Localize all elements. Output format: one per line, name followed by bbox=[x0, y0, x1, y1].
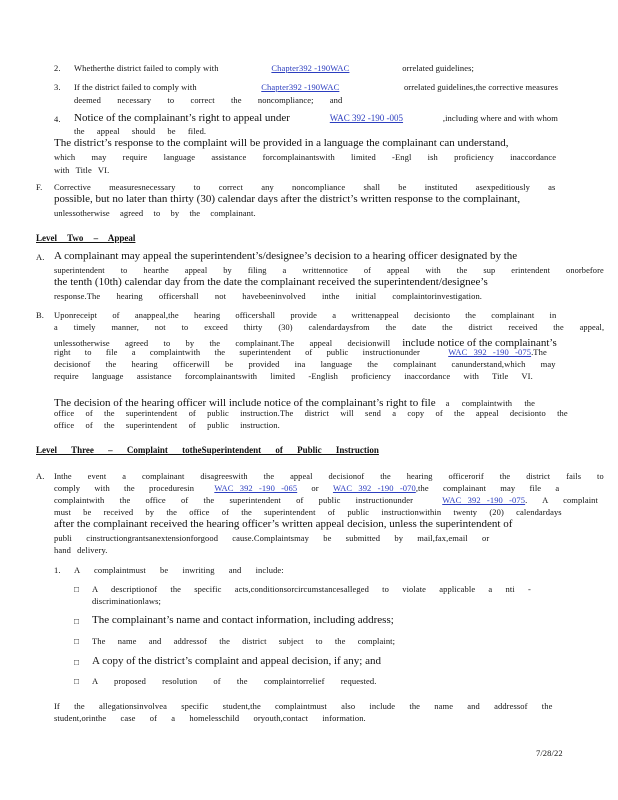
item-3-text bbox=[74, 83, 558, 92]
level-three-a-line-2 bbox=[54, 484, 559, 493]
level-two-b-line-3b: include notice of the complainant’s bbox=[402, 337, 557, 349]
bullet-3-text: The name and addressof the district subject to the complaint; bbox=[92, 636, 396, 646]
level-two-a-line-3: the tenth (10th) calendar day from the date the complainant received the superintendent/designee’s bbox=[54, 276, 488, 288]
level-two-a-line-4: response.The hearing officershall not havebeeninvolved inthe initial complaintorinvestigation. bbox=[54, 291, 483, 301]
item-3-pre: If the district failed to comply with bbox=[74, 82, 197, 92]
bullet-3-icon: □ bbox=[74, 636, 80, 646]
item-4-wac-link[interactable]: WAC 392 -190 -005 bbox=[329, 113, 404, 123]
level-two-b-label: B. bbox=[36, 310, 44, 320]
level-two-p-line-2: office of the superintendent of public instruction.The district will send a copy of the appeal decisionto the bbox=[54, 408, 568, 418]
item-2-number: 2. bbox=[54, 63, 61, 73]
level-two-a-line-1: A complainant may appeal the superintendent’s/designee’s decision to a hearing officer designated by the bbox=[54, 250, 518, 262]
level-three-a-line-3-pre: complaintwith the office of the superintendent of public instructionunder bbox=[54, 495, 413, 505]
level-three-a-line-2-post: ,the complainant may file a bbox=[415, 483, 560, 493]
item-4-cont: the appeal should be filed. bbox=[74, 126, 207, 136]
item-3-cont: deemed necessary to correct the noncompliance; and bbox=[74, 95, 343, 105]
level-three-a-line-5: after the complainant received the hearing officer’s written appeal decision, unless the superintendent of bbox=[54, 518, 513, 530]
level-three-wac-075-link[interactable]: WAC 392 -190 -075 bbox=[442, 495, 526, 505]
bullet-5-text: A proposed resolution of the complaintorrelief requested. bbox=[92, 676, 377, 686]
level-two-p-line-1a: The decision of the hearing officer will include notice of the complainant’s right to file bbox=[54, 397, 436, 409]
item-4-post: ,including where and with whom bbox=[442, 113, 558, 123]
item-3-post: orrelated guidelines,the corrective measures bbox=[403, 82, 558, 92]
item-2-pre: Whetherthe district failed to comply with bbox=[74, 63, 219, 73]
level-two-b-line-4-post: .The bbox=[531, 347, 547, 357]
level-two-heading: Level Two – Appeal bbox=[36, 233, 136, 243]
bullet-2-icon: □ bbox=[74, 616, 80, 626]
section-f-line-3: unlessotherwise agreed to by the complainant. bbox=[54, 208, 256, 218]
bullet-1-line-1: A descriptionof the specific acts,conditionsorcircumstancesalleged to violate applicable a nti - bbox=[92, 584, 531, 594]
language-paragraph-line-3: with Title VI. bbox=[54, 165, 110, 175]
footer-date: 7/28/22 bbox=[536, 748, 563, 758]
bullet-1-icon: □ bbox=[74, 584, 80, 594]
bullet-2-text: The complainant’s name and contact information, including address; bbox=[92, 614, 394, 626]
level-two-a-line-2: superintendent to hearthe appeal by filing a writtennotice of appeal with the sup erintendent onorbefore bbox=[54, 265, 604, 275]
level-two-b-line-5: decisionof the hearing officerwill be provided ina language the complainant canunderstand,which may bbox=[54, 359, 556, 369]
level-two-b-line-4 bbox=[54, 348, 547, 357]
level-three-1-number: 1. bbox=[54, 565, 61, 575]
level-three-wac-065-link[interactable]: WAC 392 -190 -065 bbox=[214, 483, 298, 493]
level-two-b-line-4-pre: right to file a complaintwith the superintendent of public instructionunder bbox=[54, 347, 420, 357]
level-three-a-label: A. bbox=[36, 471, 45, 481]
language-paragraph-line-1: The district’s response to the complaint will be provided in a language the complainant can understand, bbox=[54, 137, 509, 149]
level-two-b-wac-link[interactable]: WAC 392 -190 -075 bbox=[448, 347, 532, 357]
bullet-1-line-2: discriminationlaws; bbox=[92, 596, 161, 606]
level-three-heading: Level Three – Complaint totheSuperintendent of Public Instruction bbox=[36, 445, 379, 455]
level-two-b-line-1: Uponreceipt of anappeal,the hearing officershall provide a writtenappeal decisionto the complainant in bbox=[54, 310, 557, 320]
item-2-text bbox=[74, 64, 474, 73]
item-2-wac-link[interactable]: Chapter392 -190WAC bbox=[271, 63, 350, 73]
level-three-a-line-2-pre: comply with the proceduresin bbox=[54, 483, 195, 493]
level-three-1-text: A complaintmust be inwriting and include: bbox=[74, 565, 284, 575]
language-paragraph-line-2: which may require language assistance forcomplainantswith limited -Engl ish proficiency inaccordance bbox=[54, 152, 557, 162]
level-three-a-line-7: hand delivery. bbox=[54, 545, 108, 555]
item-3-number: 3. bbox=[54, 82, 61, 92]
level-three-a-line-6: publi cinstructiongrantsanextensionforgood cause.Complaintsmay be submitted by mail,fax,email or bbox=[54, 533, 490, 543]
section-f-label: F. bbox=[36, 182, 43, 192]
level-three-a-or: or bbox=[311, 483, 319, 493]
level-two-b-line-2: a timely manner, not to exceed thirty (30) calendardaysfrom the date the district received the appeal, bbox=[54, 322, 605, 332]
bullet-4-text: A copy of the district’s complaint and appeal decision, if any; and bbox=[92, 655, 381, 667]
item-4-pre: Notice of the complainant’s right to appeal under bbox=[74, 112, 290, 124]
bullet-5-icon: □ bbox=[74, 676, 80, 686]
item-2-post: orrelated guidelines; bbox=[402, 63, 474, 73]
item-4-number: 4. bbox=[54, 114, 61, 124]
level-two-b-line-6: require language assistance forcomplainantswith limited -English proficiency inaccordance with Title VI. bbox=[54, 371, 533, 381]
level-two-b-line-3a: unlessotherwise agreed to by the complainant.The appeal decisionwill bbox=[54, 338, 391, 348]
level-three-a-line-1: Inthe event a complainant disagreeswith the appeal decisionof the hearing officerorif the district fails to bbox=[54, 471, 604, 481]
level-three-wac-070-link[interactable]: WAC 392 -190 -070 bbox=[332, 483, 416, 493]
level-three-a-line-3 bbox=[54, 496, 598, 505]
level-three-a-line-3-post: . A complaint bbox=[525, 495, 598, 505]
level-two-a-label: A. bbox=[36, 252, 45, 262]
item-3-wac-link[interactable]: Chapter392 -190WAC bbox=[261, 82, 340, 92]
tail-line-1: If the allegationsinvolvea specific student,the complaintmust also include the name and addressof the bbox=[54, 701, 553, 711]
level-two-p-line-1b: a complaintwith the bbox=[445, 398, 536, 408]
tail-line-2: student,orinthe case of a homelesschild oryouth,contact information. bbox=[54, 713, 366, 723]
item-4-text bbox=[74, 113, 558, 124]
level-two-p-line-3: office of the superintendent of public instruction. bbox=[54, 420, 280, 430]
section-f-line-2: possible, but no later than thirty (30) calendar days after the district’s written response to the complainant, bbox=[54, 193, 521, 205]
section-f-line-1: Corrective measuresnecessary to correct any noncompliance shall be instituted asexpeditiously as bbox=[54, 182, 556, 192]
level-three-a-line-4: must be received by the office of the superintendent of public instructionwithin twenty (20) calendardays bbox=[54, 507, 562, 517]
bullet-4-icon: □ bbox=[74, 657, 80, 667]
